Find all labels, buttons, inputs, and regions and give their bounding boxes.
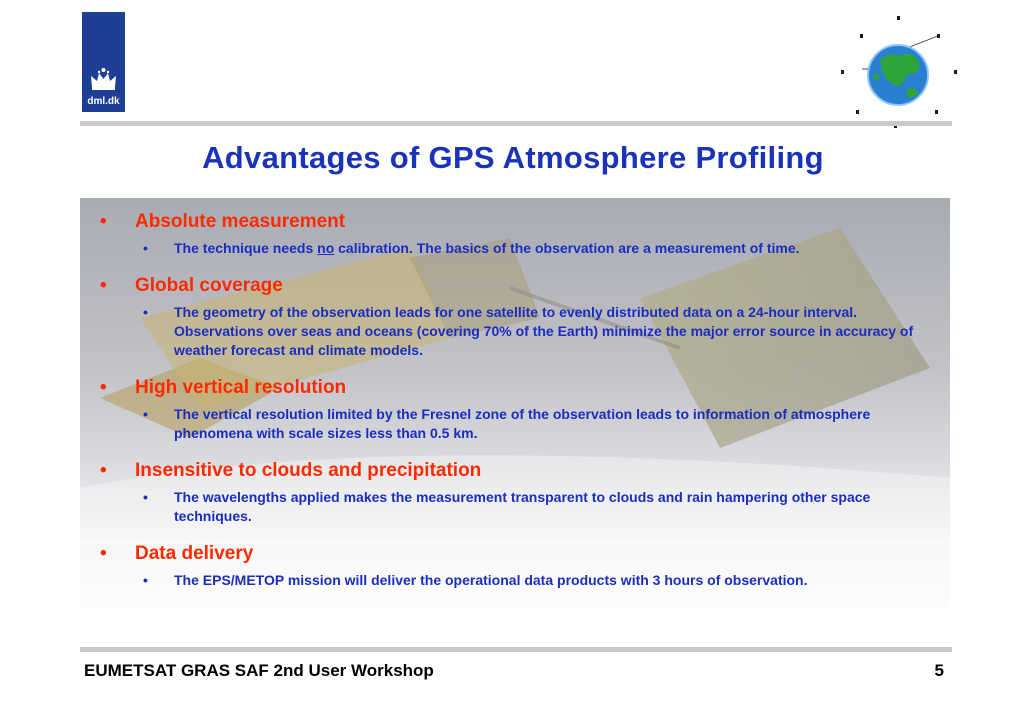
sub-bullet-icon: • xyxy=(143,406,148,422)
bullet-heading: Data delivery xyxy=(135,543,254,564)
bullet-icon: • xyxy=(100,543,107,564)
list-item xyxy=(98,459,928,526)
bullet-text: The vertical resolution limited by the Fresnel zone of the observation leads to information of atmosphere phenomena with scale sizes less than 0.5 km. xyxy=(174,406,871,441)
slide-title: Advantages of GPS Atmosphere Profiling xyxy=(202,140,824,175)
list-item xyxy=(98,376,928,443)
bullet-icon: • xyxy=(100,377,107,398)
sub-bullet-icon: • xyxy=(143,240,148,256)
bullet-icon: • xyxy=(100,460,107,481)
bullet-heading: Insensitive to clouds and precipitation xyxy=(135,460,482,481)
globe-satellite-icon xyxy=(838,12,963,134)
sub-bullet-icon: • xyxy=(143,489,148,505)
bullet-text: The wavelengths applied makes the measurement transparent to clouds and rain hampering other space techniques. xyxy=(174,489,871,524)
bullet-text: The geometry of the observation leads for one satellite to evenly distributed data on a 24-hour interval. Observations over seas and oceans (covering 70% of the Earth) minimize the major error source in accuracy of weather forecast and climate models. xyxy=(174,304,914,358)
list-item xyxy=(98,542,928,590)
logo-text: dml.dk xyxy=(87,96,120,107)
page-number: 5 xyxy=(934,661,944,680)
bullet-heading: Absolute measurement xyxy=(135,211,346,232)
footer-rule xyxy=(80,647,952,652)
sub-bullet-icon: • xyxy=(143,572,148,588)
list-item xyxy=(98,210,928,258)
bullet-icon: • xyxy=(100,211,107,232)
sub-bullet-icon: • xyxy=(143,304,148,320)
footer-title: EUMETSAT GRAS SAF 2nd User Workshop xyxy=(84,661,434,680)
bullet-list xyxy=(98,210,928,606)
bullet-heading: Global coverage xyxy=(135,275,283,296)
list-item xyxy=(98,274,928,360)
dmi-logo xyxy=(82,12,125,112)
header-rule xyxy=(80,121,952,126)
bullet-text: The EPS/METOP mission will deliver the operational data products with 3 hours of observation. xyxy=(174,572,808,588)
bullet-icon: • xyxy=(100,275,107,296)
bullet-text: The technique needs no calibration. The basics of the observation are a measurement of time. xyxy=(174,240,800,256)
crown-icon xyxy=(89,67,118,91)
bullet-heading: High vertical resolution xyxy=(135,377,347,398)
